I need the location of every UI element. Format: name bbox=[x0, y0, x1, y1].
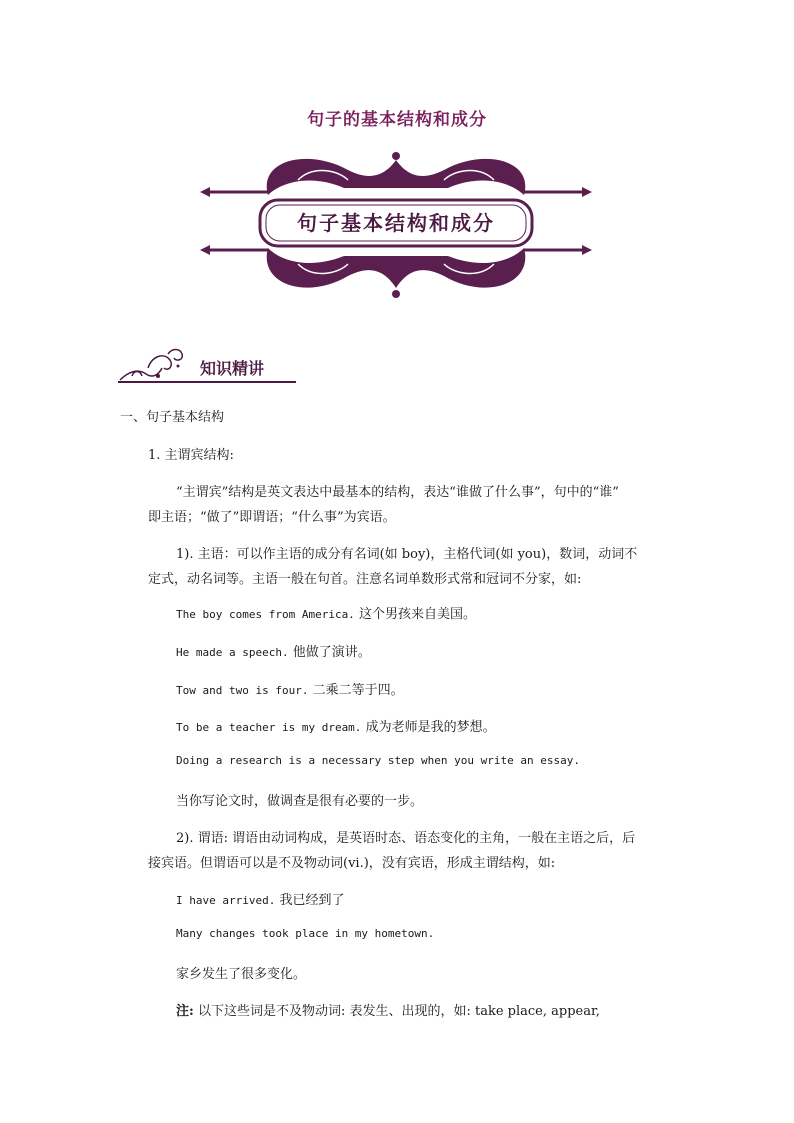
example-zh: 他做了演讲。 bbox=[292, 645, 371, 660]
subject-line: 定式，动名词等。主语一般在句首。注意名词单数形式常和冠词不分家，如: bbox=[148, 572, 582, 587]
example-en: He made a speech. bbox=[176, 646, 289, 659]
heading-svo: 1. 主谓宾结构: bbox=[148, 448, 234, 463]
section-underline bbox=[118, 381, 296, 383]
example-translation: 家乡发生了很多变化。 bbox=[176, 967, 307, 982]
paragraph-line: 即主语；“做了”即谓语；“什么事”为宾语。 bbox=[148, 510, 396, 525]
example-sentence bbox=[176, 679, 404, 698]
example-translation: 当你写论文时，做调查是很有必要的一步。 bbox=[176, 794, 424, 809]
example-en: Tow and two is four. bbox=[176, 684, 309, 697]
example-zh: 成为老师是我的梦想。 bbox=[365, 720, 496, 735]
note-text: 以下这些词是不及物动词: 表发生、出现的，如: take place, appear, bbox=[197, 1004, 600, 1019]
example-zh: 二乘二等于四。 bbox=[312, 683, 404, 698]
banner-title: 句子基本结构和成分 bbox=[297, 211, 495, 235]
section-title: 知识精讲 bbox=[200, 359, 265, 378]
subject-line: 1). 主语：可以作主语的成分有名词(如 boy)，主格代词(如 you)，数词，动词不 bbox=[176, 547, 638, 562]
title-banner bbox=[198, 150, 594, 300]
example-zh: 我已经到了 bbox=[279, 893, 345, 908]
example-sentence bbox=[176, 603, 476, 622]
heading-sentence-structure: 一、句子基本结构 bbox=[120, 410, 225, 425]
example-en: The boy comes from America. bbox=[176, 608, 355, 621]
note-label: 注: bbox=[176, 1004, 194, 1019]
example-sentence bbox=[176, 926, 434, 941]
example-en: I have arrived. bbox=[176, 894, 276, 907]
paragraph-line: “主谓宾”结构是英文表达中最基本的结构，表达“谁做了什么事”，句中的“谁” bbox=[176, 485, 619, 500]
predicate-line: 接宾语。但谓语可以是不及物动词(vi.)，没有宾语，形成主谓结构，如: bbox=[148, 856, 556, 871]
example-sentence bbox=[176, 753, 580, 768]
example-sentence bbox=[176, 641, 371, 660]
example-sentence bbox=[176, 889, 345, 908]
example-en: To be a teacher is my dream. bbox=[176, 721, 362, 734]
predicate-line: 2). 谓语: 谓语由动词构成，是英语时态、语态变化的主角，一般在主语之后，后 bbox=[176, 831, 636, 846]
example-zh: 这个男孩来自美国。 bbox=[358, 607, 476, 622]
document-title: 句子的基本结构和成分 bbox=[307, 110, 487, 130]
example-sentence bbox=[176, 716, 496, 735]
flourish-icon bbox=[118, 346, 198, 382]
example-en: Doing a research is a necessary step when you write an essay. bbox=[176, 754, 580, 767]
section-header bbox=[118, 346, 298, 386]
example-en: Many changes took place in my hometown. bbox=[176, 927, 435, 940]
note-line bbox=[176, 1000, 600, 1019]
